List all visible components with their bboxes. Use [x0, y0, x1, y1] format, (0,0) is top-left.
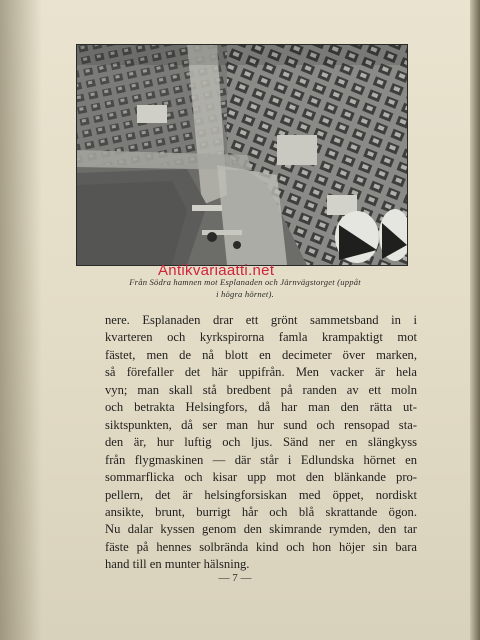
- text-line: siktspunkten, då ser man hur sund och rensopad sta-: [105, 417, 417, 432]
- text-line: och betrakta Helsingfors, då har man den rätta ut-: [105, 400, 417, 415]
- text-line: sommarflicka och kisar upp mot den blänkande pro-: [105, 470, 417, 485]
- text-line: ansikte, brunt, burrigt hår och blå skrattande ögon.: [105, 504, 417, 519]
- text-line: pellern, det är helsingforsiskan med öppet, nordiskt: [105, 487, 417, 502]
- text-line: vyn; man skall stå bredbent på randen av ett moln: [105, 382, 417, 397]
- text-line: den är, hur luftig och ljus. Sänd ner en slängkyss: [105, 435, 417, 450]
- text-line: fäste på hennes solbrända kind och hon höjer sin bara: [105, 539, 417, 554]
- caption-line: i högra hörnet).: [216, 289, 274, 299]
- text-line: kvarteren och kyrkspirorna famla krampaktigt mot: [105, 330, 417, 345]
- text-line: så förefaller det här uppifrån. Men vacker är hela: [105, 365, 417, 380]
- text-line: Nu dalar kyssen genom den skimrande rymden, den tar: [105, 522, 417, 537]
- aerial-photo: [76, 44, 408, 266]
- body-text: [105, 312, 417, 574]
- watermark: Antikvariaatti.net: [158, 262, 275, 279]
- text-line: från flygmaskinen — där står i Edlundska hörnet en: [105, 452, 417, 467]
- gutter-shadow: [0, 0, 42, 640]
- text-line: nere. Esplanaden drar ett grönt sammetsband in i: [105, 313, 417, 327]
- text-line: hand till en munter hälsning.: [105, 557, 250, 572]
- photo-caption: [80, 276, 410, 300]
- page-edge: [470, 0, 480, 640]
- text-line: fästet, men de nå blott en decimeter över marken,: [105, 347, 417, 362]
- caption-line: Från Södra hamnen mot Esplanaden och Järnvägstorget (uppåt: [129, 277, 361, 287]
- page-number: — 7 —: [218, 572, 252, 584]
